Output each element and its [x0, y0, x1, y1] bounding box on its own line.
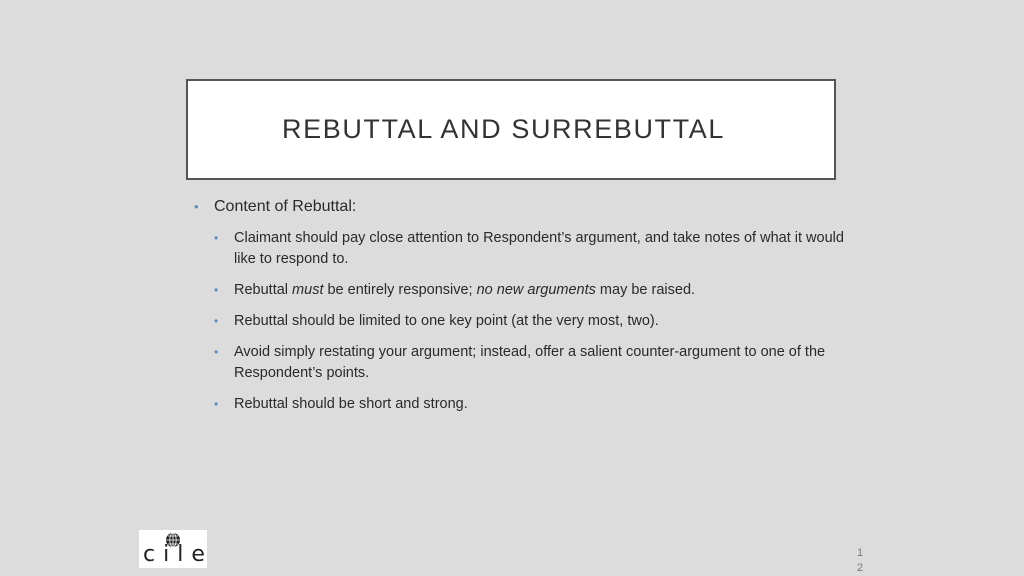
cile-logo	[139, 530, 213, 568]
heading-bullet	[194, 196, 854, 218]
sub-bullet-text	[234, 394, 854, 415]
text-run: be entirely responsive;	[323, 282, 477, 298]
text-run: may be raised.	[595, 282, 696, 298]
sub-bullet-text	[234, 228, 854, 270]
emphasis-text: no new arguments	[476, 282, 596, 298]
sub-bullet	[214, 228, 854, 270]
logo-text: cile	[143, 542, 213, 567]
text-run: Rebuttal should be limited to one key point (at the very most, two).	[234, 313, 659, 329]
sub-bullet-list	[214, 228, 854, 415]
text-run: Claimant should pay close attention to Respondent’s argument, and take notes of what it would like to respond to.	[234, 230, 844, 267]
text-run: Rebuttal	[234, 282, 293, 298]
page-number	[854, 546, 866, 576]
page-number-line1: 1	[856, 547, 864, 559]
bullet-dot-icon: •	[214, 314, 219, 328]
text-run: Avoid simply restating your argument; instead, offer a salient counter-argument to one of the Respondent’s points.	[234, 344, 826, 381]
emphasis-text: must	[292, 282, 324, 298]
heading-bullet-text: Content of Rebuttal:	[214, 198, 357, 215]
sub-bullet-text	[234, 311, 854, 332]
bullet-dot-icon: •	[194, 199, 199, 214]
sub-bullet	[214, 280, 854, 301]
slide-title: REBUTTAL AND SURREBUTTAL	[282, 114, 725, 144]
title-box	[186, 79, 836, 180]
sub-bullet-text	[234, 280, 854, 301]
bullet-dot-icon: •	[214, 345, 219, 359]
page-number-line2: 2	[856, 562, 864, 574]
sub-bullet	[214, 311, 854, 332]
sub-bullet	[214, 394, 854, 415]
bullet-dot-icon: •	[214, 231, 219, 245]
sub-bullet-text	[234, 342, 854, 384]
bullet-dot-icon: •	[214, 283, 219, 297]
text-run: Rebuttal should be short and strong.	[234, 396, 468, 412]
slide-content	[194, 196, 854, 425]
sub-bullet	[214, 342, 854, 384]
bullet-dot-icon: •	[214, 397, 219, 411]
